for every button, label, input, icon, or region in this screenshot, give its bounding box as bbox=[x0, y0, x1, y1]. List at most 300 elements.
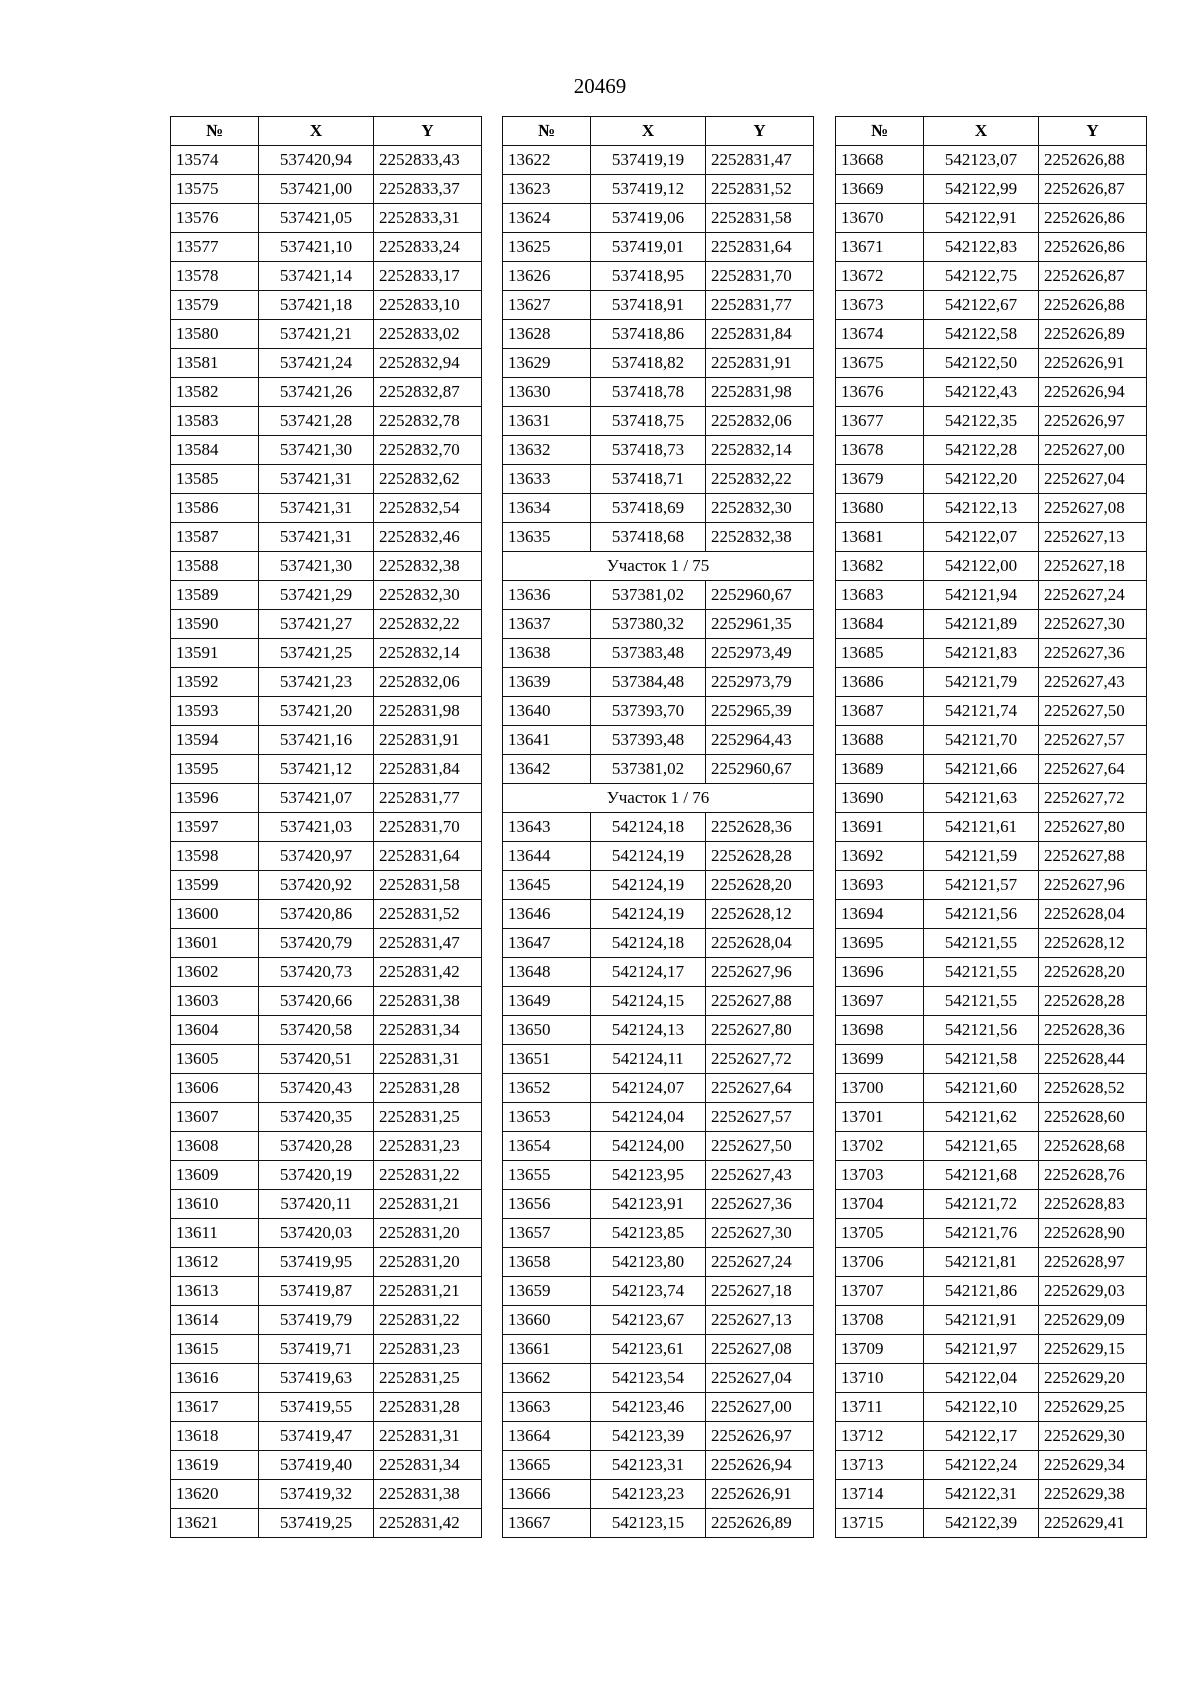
table-row bbox=[503, 523, 814, 552]
x-coordinate-cell: 542122,00 bbox=[924, 552, 1039, 581]
table-row bbox=[171, 204, 482, 233]
y-coordinate-cell: 2252629,25 bbox=[1039, 1393, 1147, 1422]
point-number-cell: 13580 bbox=[171, 320, 259, 349]
x-coordinate-cell: 542122,20 bbox=[924, 465, 1039, 494]
x-coordinate-cell: 542121,86 bbox=[924, 1277, 1039, 1306]
y-coordinate-cell: 2252833,02 bbox=[374, 320, 482, 349]
x-coordinate-cell: 537419,06 bbox=[591, 204, 706, 233]
table-row bbox=[836, 1103, 1147, 1132]
y-coordinate-cell: 2252628,20 bbox=[706, 871, 814, 900]
table-row bbox=[836, 1248, 1147, 1277]
point-number-cell: 13689 bbox=[836, 755, 924, 784]
y-coordinate-cell: 2252831,31 bbox=[374, 1422, 482, 1451]
table-row bbox=[171, 1074, 482, 1103]
header-y: Y bbox=[374, 117, 482, 146]
point-number-cell: 13714 bbox=[836, 1480, 924, 1509]
x-coordinate-cell: 542122,31 bbox=[924, 1480, 1039, 1509]
x-coordinate-cell: 537418,86 bbox=[591, 320, 706, 349]
point-number-cell: 13617 bbox=[171, 1393, 259, 1422]
point-number-cell: 13577 bbox=[171, 233, 259, 262]
header-y: Y bbox=[706, 117, 814, 146]
point-number-cell: 13611 bbox=[171, 1219, 259, 1248]
table-row bbox=[503, 1335, 814, 1364]
point-number-cell: 13585 bbox=[171, 465, 259, 494]
table-row bbox=[171, 668, 482, 697]
x-coordinate-cell: 542121,55 bbox=[924, 929, 1039, 958]
y-coordinate-cell: 2252831,58 bbox=[374, 871, 482, 900]
y-coordinate-cell: 2252628,68 bbox=[1039, 1132, 1147, 1161]
table-row bbox=[503, 697, 814, 726]
y-coordinate-cell: 2252629,09 bbox=[1039, 1306, 1147, 1335]
y-coordinate-cell: 2252627,24 bbox=[1039, 581, 1147, 610]
x-coordinate-cell: 537421,12 bbox=[259, 755, 374, 784]
point-number-cell: 13672 bbox=[836, 262, 924, 291]
point-number-cell: 13657 bbox=[503, 1219, 591, 1248]
point-number-cell: 13695 bbox=[836, 929, 924, 958]
point-number-cell: 13679 bbox=[836, 465, 924, 494]
x-coordinate-cell: 537421,31 bbox=[259, 494, 374, 523]
y-coordinate-cell: 2252627,18 bbox=[1039, 552, 1147, 581]
table-row bbox=[836, 465, 1147, 494]
y-coordinate-cell: 2252627,36 bbox=[1039, 639, 1147, 668]
x-coordinate-cell: 537418,78 bbox=[591, 378, 706, 407]
y-coordinate-cell: 2252831,20 bbox=[374, 1219, 482, 1248]
point-number-cell: 13602 bbox=[171, 958, 259, 987]
table-row bbox=[503, 175, 814, 204]
y-coordinate-cell: 2252627,64 bbox=[1039, 755, 1147, 784]
y-coordinate-cell: 2252832,06 bbox=[374, 668, 482, 697]
y-coordinate-cell: 2252831,70 bbox=[706, 262, 814, 291]
point-number-cell: 13645 bbox=[503, 871, 591, 900]
y-coordinate-cell: 2252831,23 bbox=[374, 1132, 482, 1161]
point-number-cell: 13627 bbox=[503, 291, 591, 320]
x-coordinate-cell: 537421,27 bbox=[259, 610, 374, 639]
y-coordinate-cell: 2252627,30 bbox=[706, 1219, 814, 1248]
point-number-cell: 13711 bbox=[836, 1393, 924, 1422]
x-coordinate-cell: 542121,66 bbox=[924, 755, 1039, 784]
x-coordinate-cell: 542121,97 bbox=[924, 1335, 1039, 1364]
table-row bbox=[836, 1219, 1147, 1248]
point-number-cell: 13634 bbox=[503, 494, 591, 523]
x-coordinate-cell: 537420,73 bbox=[259, 958, 374, 987]
x-coordinate-cell: 537421,25 bbox=[259, 639, 374, 668]
y-coordinate-cell: 2252831,34 bbox=[374, 1016, 482, 1045]
table-row bbox=[171, 1248, 482, 1277]
x-coordinate-cell: 542124,11 bbox=[591, 1045, 706, 1074]
x-coordinate-cell: 542122,04 bbox=[924, 1364, 1039, 1393]
point-number-cell: 13631 bbox=[503, 407, 591, 436]
header-number: № bbox=[836, 117, 924, 146]
y-coordinate-cell: 2252627,96 bbox=[1039, 871, 1147, 900]
point-number-cell: 13660 bbox=[503, 1306, 591, 1335]
x-coordinate-cell: 537419,32 bbox=[259, 1480, 374, 1509]
x-coordinate-cell: 542121,63 bbox=[924, 784, 1039, 813]
point-number-cell: 13638 bbox=[503, 639, 591, 668]
table-row bbox=[836, 494, 1147, 523]
point-number-cell: 13635 bbox=[503, 523, 591, 552]
x-coordinate-cell: 542121,57 bbox=[924, 871, 1039, 900]
table-row bbox=[836, 204, 1147, 233]
point-number-cell: 13608 bbox=[171, 1132, 259, 1161]
table-row bbox=[171, 262, 482, 291]
table-row bbox=[171, 900, 482, 929]
table-row bbox=[836, 958, 1147, 987]
point-number-cell: 13641 bbox=[503, 726, 591, 755]
x-coordinate-cell: 537419,01 bbox=[591, 233, 706, 262]
table-row bbox=[836, 175, 1147, 204]
table-row bbox=[171, 1335, 482, 1364]
table-row bbox=[836, 1364, 1147, 1393]
table-row bbox=[171, 871, 482, 900]
table-row bbox=[503, 1103, 814, 1132]
point-number-cell: 13607 bbox=[171, 1103, 259, 1132]
point-number-cell: 13653 bbox=[503, 1103, 591, 1132]
table-row bbox=[503, 407, 814, 436]
x-coordinate-cell: 537420,94 bbox=[259, 146, 374, 175]
y-coordinate-cell: 2252833,17 bbox=[374, 262, 482, 291]
point-number-cell: 13604 bbox=[171, 1016, 259, 1045]
y-coordinate-cell: 2252626,91 bbox=[706, 1480, 814, 1509]
table-row bbox=[171, 1132, 482, 1161]
y-coordinate-cell: 2252831,28 bbox=[374, 1393, 482, 1422]
y-coordinate-cell: 2252832,14 bbox=[374, 639, 482, 668]
x-coordinate-cell: 537418,91 bbox=[591, 291, 706, 320]
x-coordinate-cell: 537419,55 bbox=[259, 1393, 374, 1422]
header-number: № bbox=[503, 117, 591, 146]
y-coordinate-cell: 2252831,70 bbox=[374, 813, 482, 842]
x-coordinate-cell: 537420,79 bbox=[259, 929, 374, 958]
point-number-cell: 13667 bbox=[503, 1509, 591, 1538]
x-coordinate-cell: 542123,67 bbox=[591, 1306, 706, 1335]
table-row bbox=[836, 436, 1147, 465]
table-row bbox=[171, 494, 482, 523]
table-row bbox=[836, 1509, 1147, 1538]
y-coordinate-cell: 2252832,87 bbox=[374, 378, 482, 407]
point-number-cell: 13664 bbox=[503, 1422, 591, 1451]
y-coordinate-cell: 2252627,04 bbox=[706, 1364, 814, 1393]
y-coordinate-cell: 2252961,35 bbox=[706, 610, 814, 639]
y-coordinate-cell: 2252628,28 bbox=[1039, 987, 1147, 1016]
table-row bbox=[503, 871, 814, 900]
header-y: Y bbox=[1039, 117, 1147, 146]
point-number-cell: 13593 bbox=[171, 697, 259, 726]
point-number-cell: 13591 bbox=[171, 639, 259, 668]
y-coordinate-cell: 2252626,88 bbox=[1039, 146, 1147, 175]
table-row bbox=[503, 1306, 814, 1335]
point-number-cell: 13692 bbox=[836, 842, 924, 871]
table-row bbox=[171, 175, 482, 204]
y-coordinate-cell: 2252628,04 bbox=[1039, 900, 1147, 929]
table-row bbox=[171, 929, 482, 958]
y-coordinate-cell: 2252627,43 bbox=[1039, 668, 1147, 697]
y-coordinate-cell: 2252628,28 bbox=[706, 842, 814, 871]
table-row bbox=[503, 436, 814, 465]
table-row bbox=[836, 1306, 1147, 1335]
table-row bbox=[836, 233, 1147, 262]
y-coordinate-cell: 2252627,08 bbox=[706, 1335, 814, 1364]
point-number-cell: 13630 bbox=[503, 378, 591, 407]
point-number-cell: 13715 bbox=[836, 1509, 924, 1538]
x-coordinate-cell: 542121,72 bbox=[924, 1190, 1039, 1219]
x-coordinate-cell: 537420,51 bbox=[259, 1045, 374, 1074]
point-number-cell: 13690 bbox=[836, 784, 924, 813]
point-number-cell: 13637 bbox=[503, 610, 591, 639]
x-coordinate-cell: 542121,70 bbox=[924, 726, 1039, 755]
x-coordinate-cell: 537419,25 bbox=[259, 1509, 374, 1538]
x-coordinate-cell: 542122,75 bbox=[924, 262, 1039, 291]
y-coordinate-cell: 2252831,84 bbox=[706, 320, 814, 349]
y-coordinate-cell: 2252832,30 bbox=[374, 581, 482, 610]
table-row bbox=[836, 378, 1147, 407]
y-coordinate-cell: 2252831,84 bbox=[374, 755, 482, 784]
y-coordinate-cell: 2252626,94 bbox=[706, 1451, 814, 1480]
point-number-cell: 13687 bbox=[836, 697, 924, 726]
y-coordinate-cell: 2252627,30 bbox=[1039, 610, 1147, 639]
x-coordinate-cell: 542122,43 bbox=[924, 378, 1039, 407]
table-row bbox=[503, 726, 814, 755]
point-number-cell: 13586 bbox=[171, 494, 259, 523]
table-row bbox=[171, 581, 482, 610]
y-coordinate-cell: 2252628,12 bbox=[706, 900, 814, 929]
y-coordinate-cell: 2252831,21 bbox=[374, 1190, 482, 1219]
point-number-cell: 13674 bbox=[836, 320, 924, 349]
point-number-cell: 13616 bbox=[171, 1364, 259, 1393]
x-coordinate-cell: 537420,97 bbox=[259, 842, 374, 871]
y-coordinate-cell: 2252626,97 bbox=[1039, 407, 1147, 436]
x-coordinate-cell: 542123,80 bbox=[591, 1248, 706, 1277]
point-number-cell: 13668 bbox=[836, 146, 924, 175]
y-coordinate-cell: 2252831,25 bbox=[374, 1103, 482, 1132]
table-row bbox=[836, 1074, 1147, 1103]
y-coordinate-cell: 2252833,31 bbox=[374, 204, 482, 233]
x-coordinate-cell: 542123,61 bbox=[591, 1335, 706, 1364]
x-coordinate-cell: 542124,19 bbox=[591, 842, 706, 871]
table-row bbox=[836, 1393, 1147, 1422]
point-number-cell: 13700 bbox=[836, 1074, 924, 1103]
y-coordinate-cell: 2252626,91 bbox=[1039, 349, 1147, 378]
x-coordinate-cell: 537419,63 bbox=[259, 1364, 374, 1393]
y-coordinate-cell: 2252831,64 bbox=[374, 842, 482, 871]
y-coordinate-cell: 2252628,76 bbox=[1039, 1161, 1147, 1190]
x-coordinate-cell: 537421,16 bbox=[259, 726, 374, 755]
table-row bbox=[836, 1045, 1147, 1074]
table-row bbox=[836, 146, 1147, 175]
y-coordinate-cell: 2252626,86 bbox=[1039, 233, 1147, 262]
point-number-cell: 13623 bbox=[503, 175, 591, 204]
table-row bbox=[171, 1016, 482, 1045]
y-coordinate-cell: 2252833,37 bbox=[374, 175, 482, 204]
x-coordinate-cell: 542121,62 bbox=[924, 1103, 1039, 1132]
point-number-cell: 13574 bbox=[171, 146, 259, 175]
table-row bbox=[836, 668, 1147, 697]
y-coordinate-cell: 2252831,52 bbox=[706, 175, 814, 204]
point-number-cell: 13584 bbox=[171, 436, 259, 465]
x-coordinate-cell: 542123,95 bbox=[591, 1161, 706, 1190]
table-row bbox=[171, 552, 482, 581]
y-coordinate-cell: 2252627,88 bbox=[706, 987, 814, 1016]
table-row bbox=[836, 813, 1147, 842]
x-coordinate-cell: 542121,65 bbox=[924, 1132, 1039, 1161]
y-coordinate-cell: 2252832,54 bbox=[374, 494, 482, 523]
header-x: X bbox=[924, 117, 1039, 146]
x-coordinate-cell: 542124,00 bbox=[591, 1132, 706, 1161]
x-coordinate-cell: 542121,55 bbox=[924, 987, 1039, 1016]
point-number-cell: 13636 bbox=[503, 581, 591, 610]
point-number-cell: 13705 bbox=[836, 1219, 924, 1248]
y-coordinate-cell: 2252833,10 bbox=[374, 291, 482, 320]
table-row bbox=[836, 784, 1147, 813]
table-row bbox=[836, 407, 1147, 436]
point-number-cell: 13659 bbox=[503, 1277, 591, 1306]
table-row bbox=[836, 755, 1147, 784]
x-coordinate-cell: 537393,48 bbox=[591, 726, 706, 755]
y-coordinate-cell: 2252831,91 bbox=[706, 349, 814, 378]
x-coordinate-cell: 542122,07 bbox=[924, 523, 1039, 552]
table-row bbox=[503, 813, 814, 842]
point-number-cell: 13624 bbox=[503, 204, 591, 233]
table-row bbox=[503, 1074, 814, 1103]
table-row bbox=[836, 639, 1147, 668]
y-coordinate-cell: 2252629,34 bbox=[1039, 1451, 1147, 1480]
y-coordinate-cell: 2252628,36 bbox=[706, 813, 814, 842]
y-coordinate-cell: 2252831,91 bbox=[374, 726, 482, 755]
page-number: 20469 bbox=[573, 74, 627, 98]
x-coordinate-cell: 537421,00 bbox=[259, 175, 374, 204]
point-number-cell: 13673 bbox=[836, 291, 924, 320]
y-coordinate-cell: 2252833,24 bbox=[374, 233, 482, 262]
x-coordinate-cell: 537420,86 bbox=[259, 900, 374, 929]
x-coordinate-cell: 537393,70 bbox=[591, 697, 706, 726]
table-row bbox=[503, 1277, 814, 1306]
x-coordinate-cell: 542123,91 bbox=[591, 1190, 706, 1219]
table-row bbox=[836, 610, 1147, 639]
table-row bbox=[503, 204, 814, 233]
table-row bbox=[503, 1509, 814, 1538]
point-number-cell: 13710 bbox=[836, 1364, 924, 1393]
table-row bbox=[503, 755, 814, 784]
x-coordinate-cell: 542124,15 bbox=[591, 987, 706, 1016]
y-coordinate-cell: 2252832,62 bbox=[374, 465, 482, 494]
x-coordinate-cell: 542122,24 bbox=[924, 1451, 1039, 1480]
x-coordinate-cell: 537381,02 bbox=[591, 755, 706, 784]
x-coordinate-cell: 537418,68 bbox=[591, 523, 706, 552]
point-number-cell: 13605 bbox=[171, 1045, 259, 1074]
table-header-row bbox=[171, 117, 482, 146]
table-row bbox=[503, 1190, 814, 1219]
y-coordinate-cell: 2252626,89 bbox=[1039, 320, 1147, 349]
point-number-cell: 13648 bbox=[503, 958, 591, 987]
x-coordinate-cell: 537421,18 bbox=[259, 291, 374, 320]
point-number-cell: 13696 bbox=[836, 958, 924, 987]
x-coordinate-cell: 542122,91 bbox=[924, 204, 1039, 233]
x-coordinate-cell: 537420,66 bbox=[259, 987, 374, 1016]
point-number-cell: 13646 bbox=[503, 900, 591, 929]
table-row bbox=[171, 1277, 482, 1306]
point-number-cell: 13680 bbox=[836, 494, 924, 523]
point-number-cell: 13683 bbox=[836, 581, 924, 610]
x-coordinate-cell: 542124,19 bbox=[591, 900, 706, 929]
point-number-cell: 13601 bbox=[171, 929, 259, 958]
table-row bbox=[503, 842, 814, 871]
table-row bbox=[503, 581, 814, 610]
table-row bbox=[171, 697, 482, 726]
x-coordinate-cell: 542121,74 bbox=[924, 697, 1039, 726]
table-row bbox=[171, 523, 482, 552]
x-coordinate-cell: 537421,31 bbox=[259, 523, 374, 552]
y-coordinate-cell: 2252831,42 bbox=[374, 1509, 482, 1538]
y-coordinate-cell: 2252832,78 bbox=[374, 407, 482, 436]
x-coordinate-cell: 537421,07 bbox=[259, 784, 374, 813]
point-number-cell: 13619 bbox=[171, 1451, 259, 1480]
x-coordinate-cell: 542123,39 bbox=[591, 1422, 706, 1451]
table-row bbox=[503, 262, 814, 291]
x-coordinate-cell: 537420,43 bbox=[259, 1074, 374, 1103]
y-coordinate-cell: 2252832,22 bbox=[374, 610, 482, 639]
point-number-cell: 13663 bbox=[503, 1393, 591, 1422]
table-row bbox=[171, 378, 482, 407]
y-coordinate-cell: 2252629,03 bbox=[1039, 1277, 1147, 1306]
point-number-cell: 13658 bbox=[503, 1248, 591, 1277]
x-coordinate-cell: 537420,11 bbox=[259, 1190, 374, 1219]
table-row bbox=[503, 1480, 814, 1509]
x-coordinate-cell: 537380,32 bbox=[591, 610, 706, 639]
x-coordinate-cell: 542121,60 bbox=[924, 1074, 1039, 1103]
table-row bbox=[836, 349, 1147, 378]
y-coordinate-cell: 2252831,21 bbox=[374, 1277, 482, 1306]
point-number-cell: 13595 bbox=[171, 755, 259, 784]
y-coordinate-cell: 2252627,36 bbox=[706, 1190, 814, 1219]
table-row bbox=[171, 146, 482, 175]
y-coordinate-cell: 2252628,90 bbox=[1039, 1219, 1147, 1248]
coordinates-table-3 bbox=[835, 116, 1147, 1538]
point-number-cell: 13665 bbox=[503, 1451, 591, 1480]
table-row bbox=[503, 1451, 814, 1480]
x-coordinate-cell: 537419,95 bbox=[259, 1248, 374, 1277]
table-row bbox=[503, 233, 814, 262]
point-number-cell: 13643 bbox=[503, 813, 591, 842]
point-number-cell: 13671 bbox=[836, 233, 924, 262]
table-row bbox=[836, 697, 1147, 726]
point-number-cell: 13701 bbox=[836, 1103, 924, 1132]
point-number-cell: 13670 bbox=[836, 204, 924, 233]
y-coordinate-cell: 2252831,38 bbox=[374, 987, 482, 1016]
point-number-cell: 13579 bbox=[171, 291, 259, 320]
table-row bbox=[836, 1422, 1147, 1451]
point-number-cell: 13606 bbox=[171, 1074, 259, 1103]
point-number-cell: 13632 bbox=[503, 436, 591, 465]
x-coordinate-cell: 542122,67 bbox=[924, 291, 1039, 320]
table-row bbox=[171, 436, 482, 465]
y-coordinate-cell: 2252831,22 bbox=[374, 1161, 482, 1190]
table-row bbox=[503, 1016, 814, 1045]
point-number-cell: 13603 bbox=[171, 987, 259, 1016]
y-coordinate-cell: 2252628,60 bbox=[1039, 1103, 1147, 1132]
table-row bbox=[171, 1364, 482, 1393]
table-row bbox=[836, 523, 1147, 552]
y-coordinate-cell: 2252626,89 bbox=[706, 1509, 814, 1538]
point-number-cell: 13578 bbox=[171, 262, 259, 291]
x-coordinate-cell: 542122,35 bbox=[924, 407, 1039, 436]
table-row bbox=[171, 1480, 482, 1509]
x-coordinate-cell: 537384,48 bbox=[591, 668, 706, 697]
x-coordinate-cell: 537419,19 bbox=[591, 146, 706, 175]
x-coordinate-cell: 537381,02 bbox=[591, 581, 706, 610]
table-row bbox=[503, 668, 814, 697]
y-coordinate-cell: 2252628,12 bbox=[1039, 929, 1147, 958]
x-coordinate-cell: 542124,13 bbox=[591, 1016, 706, 1045]
point-number-cell: 13693 bbox=[836, 871, 924, 900]
table-row bbox=[503, 1132, 814, 1161]
